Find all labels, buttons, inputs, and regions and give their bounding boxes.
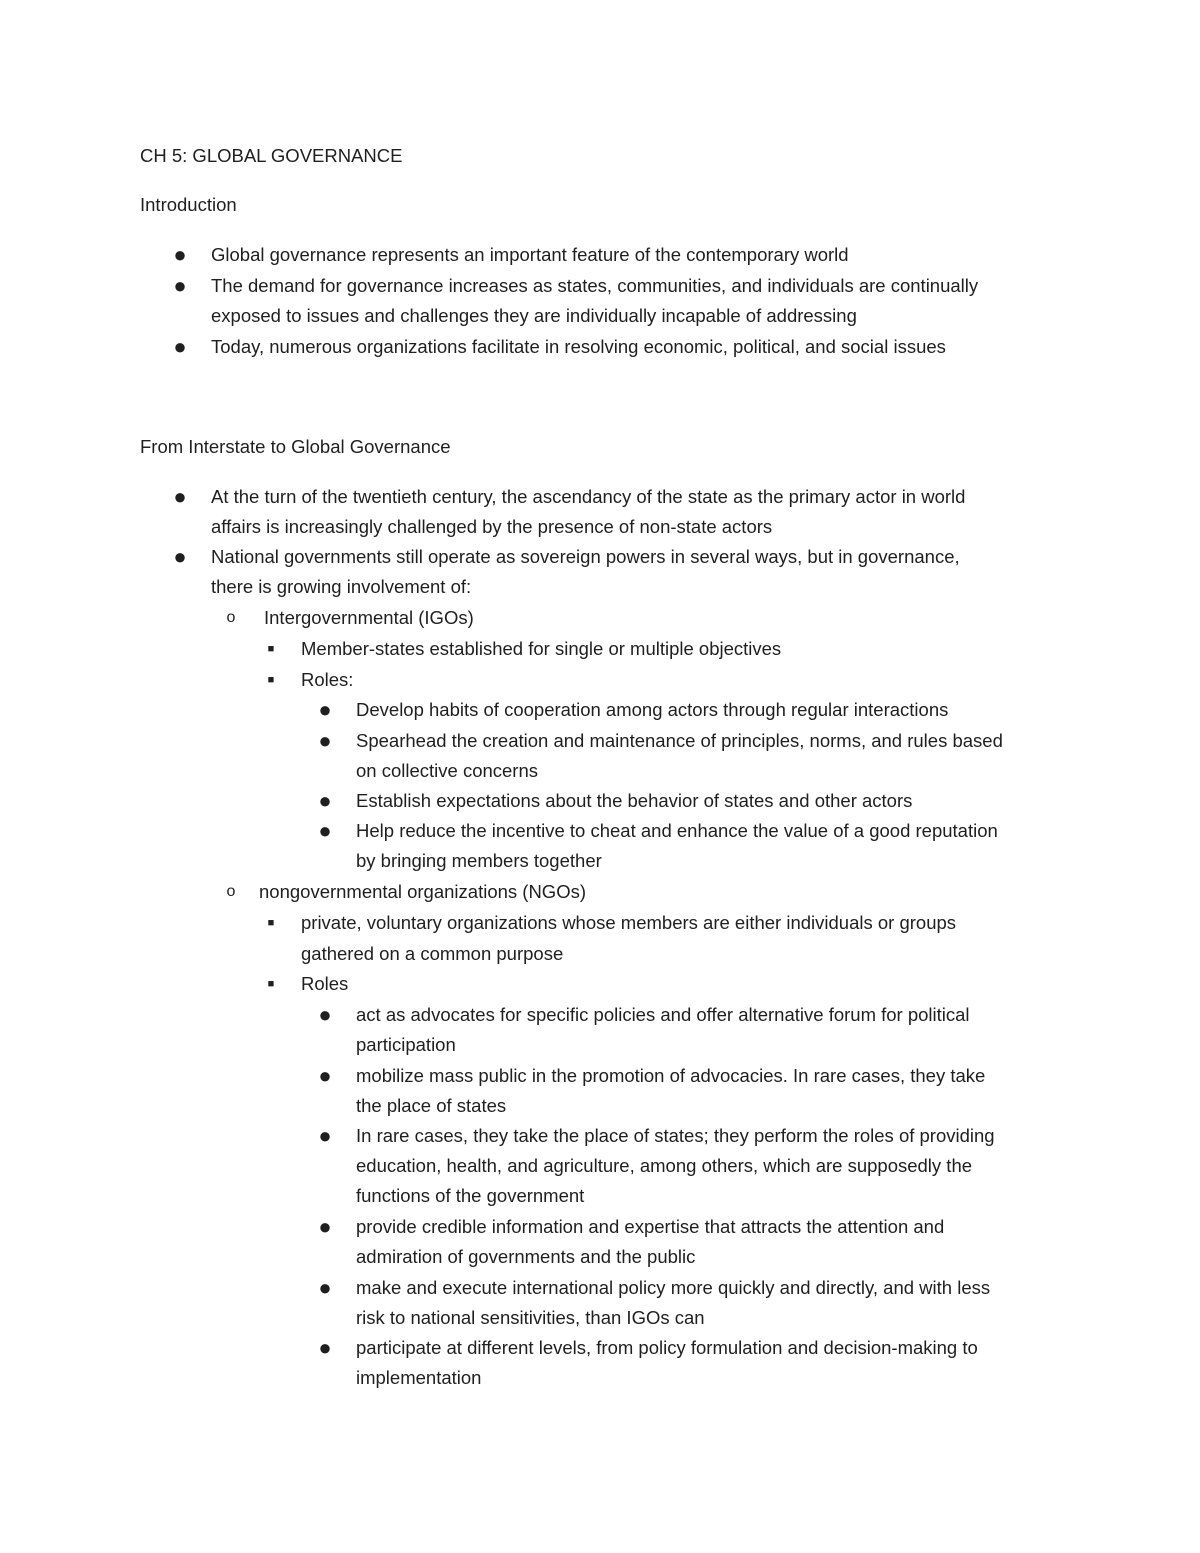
- square-bullet-icon: ■: [267, 917, 275, 929]
- igo-role-2-line-2: on collective concerns: [356, 760, 539, 781]
- igo-role-1: Develop habits of cooperation among actors through regular interactions: [356, 699, 949, 720]
- ngo-role-3-line-3: functions of the government: [356, 1185, 585, 1206]
- bullet-icon: ●: [173, 242, 187, 267]
- igo-label: Intergovernmental (IGOs): [264, 607, 474, 628]
- bullet-icon: ●: [318, 1214, 332, 1239]
- ngo-label: nongovernmental organizations (NGOs): [259, 881, 586, 902]
- page-title: CH 5: GLOBAL GOVERNANCE: [140, 145, 403, 166]
- square-bullet-icon: ■: [267, 978, 275, 990]
- interstate-bullet-1-line-2: affairs is increasingly challenged by the presence of non-state actors: [211, 516, 773, 537]
- bullet-icon: ●: [318, 1335, 332, 1360]
- bullet-icon: ●: [318, 1123, 332, 1148]
- ngo-role-5-line-1: make and execute international policy more quickly and directly, and with less: [356, 1277, 991, 1298]
- bullet-icon: ●: [318, 1063, 332, 1088]
- igo-desc: Member-states established for single or multiple objectives: [301, 638, 782, 659]
- ngo-desc-line-1: private, voluntary organizations whose members are either individuals or groups: [301, 912, 957, 933]
- ngo-desc-line-2: gathered on a common purpose: [301, 943, 564, 964]
- bullet-icon: ●: [173, 544, 187, 569]
- ngo-role-3-line-1: In rare cases, they take the place of states; they perform the roles of providing: [356, 1125, 995, 1146]
- square-bullet-icon: ■: [267, 643, 275, 655]
- interstate-bullet-1-line-1: At the turn of the twentieth century, the ascendancy of the state as the primary actor in world: [211, 486, 966, 507]
- igo-role-4-line-2: by bringing members together: [356, 850, 602, 871]
- ngo-role-4-line-2: admiration of governments and the public: [356, 1246, 696, 1267]
- intro-bullet-2-line-1: The demand for governance increases as states, communities, and individuals are continually: [211, 275, 979, 296]
- bullet-icon: ●: [173, 273, 187, 298]
- square-bullet-icon: ■: [267, 674, 275, 686]
- ngo-role-3-line-2: education, health, and agriculture, among others, which are supposedly the: [356, 1155, 973, 1176]
- interstate-bullet-2-line-1: National governments still operate as sovereign powers in several ways, but in governance,: [211, 546, 960, 567]
- bullet-icon: ●: [318, 788, 332, 813]
- bullet-icon: ●: [173, 484, 187, 509]
- igo-roles-label: Roles:: [301, 669, 354, 690]
- intro-bullet-2-line-2: exposed to issues and challenges they are individually incapable of addressing: [211, 305, 857, 326]
- bullet-icon: ●: [318, 697, 332, 722]
- ngo-role-5-line-2: risk to national sensitivities, than IGOs can: [356, 1307, 705, 1328]
- ngo-roles-label: Roles: [301, 973, 349, 994]
- ngo-role-1-line-2: participation: [356, 1034, 456, 1055]
- bullet-icon: ●: [318, 728, 332, 753]
- ngo-role-6-line-1: participate at different levels, from policy formulation and decision-making to: [356, 1337, 978, 1358]
- bullet-icon: ●: [318, 1002, 332, 1027]
- ngo-role-1-line-1: act as advocates for specific policies and offer alternative forum for political: [356, 1004, 970, 1025]
- bullet-icon: ●: [318, 818, 332, 843]
- circle-bullet-icon: o: [226, 609, 236, 626]
- ngo-role-6-line-2: implementation: [356, 1367, 482, 1388]
- intro-bullet-3: Today, numerous organizations facilitate in resolving economic, political, and social issues: [211, 336, 946, 357]
- igo-role-3: Establish expectations about the behavior of states and other actors: [356, 790, 913, 811]
- ngo-role-2-line-1: mobilize mass public in the promotion of advocacies. In rare cases, they take: [356, 1065, 986, 1086]
- igo-role-4-line-1: Help reduce the incentive to cheat and enhance the value of a good reputation: [356, 820, 998, 841]
- ngo-role-2-line-2: the place of states: [356, 1095, 507, 1116]
- bullet-icon: ●: [173, 334, 187, 359]
- ngo-role-4-line-1: provide credible information and expertise that attracts the attention and: [356, 1216, 945, 1237]
- igo-role-2-line-1: Spearhead the creation and maintenance of principles, norms, and rules based: [356, 730, 1003, 751]
- section-heading-interstate: From Interstate to Global Governance: [140, 436, 451, 457]
- section-heading-introduction: Introduction: [140, 194, 237, 215]
- interstate-bullet-2-line-2: there is growing involvement of:: [211, 576, 472, 597]
- intro-bullet-1: Global governance represents an important feature of the contemporary world: [211, 244, 849, 265]
- bullet-icon: ●: [318, 1275, 332, 1300]
- circle-bullet-icon: o: [226, 883, 236, 900]
